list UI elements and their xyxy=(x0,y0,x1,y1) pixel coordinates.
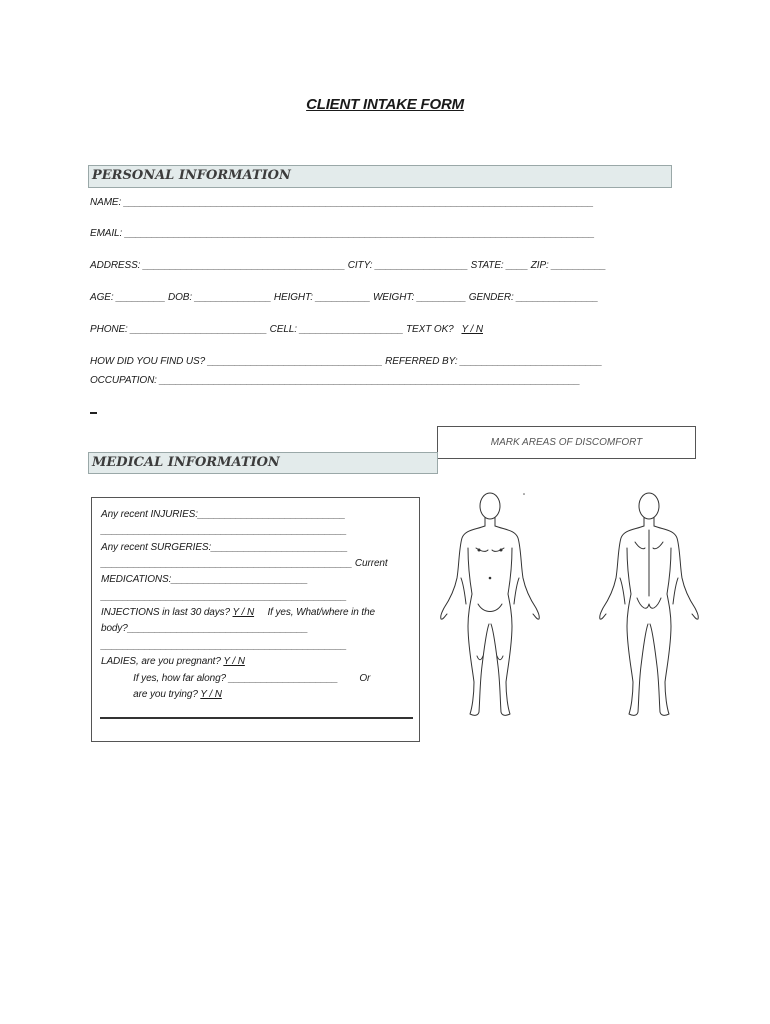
discomfort-label-box: MARK AREAS OF DISCOMFORT xyxy=(437,426,696,459)
medical-information-header: MEDICAL INFORMATION xyxy=(88,452,438,474)
back-body-figure xyxy=(600,493,699,715)
text-ok-yes-no[interactable]: Y / N xyxy=(461,324,483,335)
trying-label: are you trying? xyxy=(101,689,201,700)
front-body-figure xyxy=(441,493,540,715)
page-title: CLIENT INTAKE FORM xyxy=(306,96,464,113)
find-us-referred-fields[interactable]: HOW DID YOU FIND US? ________________________________ REFERRED BY: __________________________ xyxy=(90,356,603,367)
pregnant-label: LADIES, are you pregnant? xyxy=(101,656,224,667)
pregnant-field[interactable] xyxy=(101,656,245,667)
surgeries-continuation[interactable]: ______________________________________________ Current xyxy=(101,558,388,569)
occupation-field[interactable]: OCCUPATION: _____________________________________________________________________________ xyxy=(90,375,581,386)
phone-cell-label: PHONE: _________________________ CELL: ___________________ TEXT OK? xyxy=(90,324,462,335)
body-diagram[interactable] xyxy=(432,486,702,722)
body-location-field[interactable]: body?_________________________________ xyxy=(101,623,308,634)
trying-yes-no[interactable]: Y / N xyxy=(200,689,222,700)
injuries-field[interactable]: Any recent INJURIES:___________________________ xyxy=(101,509,346,520)
dash-mark xyxy=(90,412,97,414)
body-location-continuation[interactable]: _____________________________________________ xyxy=(101,640,347,651)
injections-if-yes-label: If yes, What/where in the xyxy=(254,607,376,618)
age-dob-height-weight-gender-fields[interactable]: AGE: _________ DOB: ______________ HEIGHT: __________ WEIGHT: _________ GENDER: _______________ xyxy=(90,292,599,303)
injections-yes-no[interactable]: Y / N xyxy=(232,607,255,618)
address-city-state-zip-fields[interactable]: ADDRESS: _____________________________________ CITY: _________________ STATE: ____ ZIP: __________ xyxy=(90,260,606,271)
phone-cell-text-fields[interactable] xyxy=(90,324,483,335)
personal-information-header: PERSONAL INFORMATION xyxy=(88,165,672,188)
injections-label: INJECTIONS in last 30 days? xyxy=(101,607,233,618)
medications-continuation[interactable]: _____________________________________________ xyxy=(101,591,347,602)
medications-field[interactable]: MEDICATIONS:_________________________ xyxy=(101,574,308,585)
pregnant-yes-no[interactable]: Y / N xyxy=(223,656,245,667)
email-field[interactable]: EMAIL: ______________________________________________________________________________________ xyxy=(90,228,595,239)
injuries-continuation[interactable]: _____________________________________________ xyxy=(101,525,347,536)
surgeries-field[interactable]: Any recent SURGERIES:_________________________ xyxy=(101,542,348,553)
trying-field[interactable] xyxy=(101,689,222,700)
name-field[interactable]: NAME: ______________________________________________________________________________________ xyxy=(90,197,594,208)
injections-field[interactable] xyxy=(101,607,375,618)
how-far-along-field[interactable]: If yes, how far along? ____________________ Or xyxy=(101,673,371,684)
signature-rule xyxy=(100,717,413,719)
medical-info-box xyxy=(91,497,420,742)
